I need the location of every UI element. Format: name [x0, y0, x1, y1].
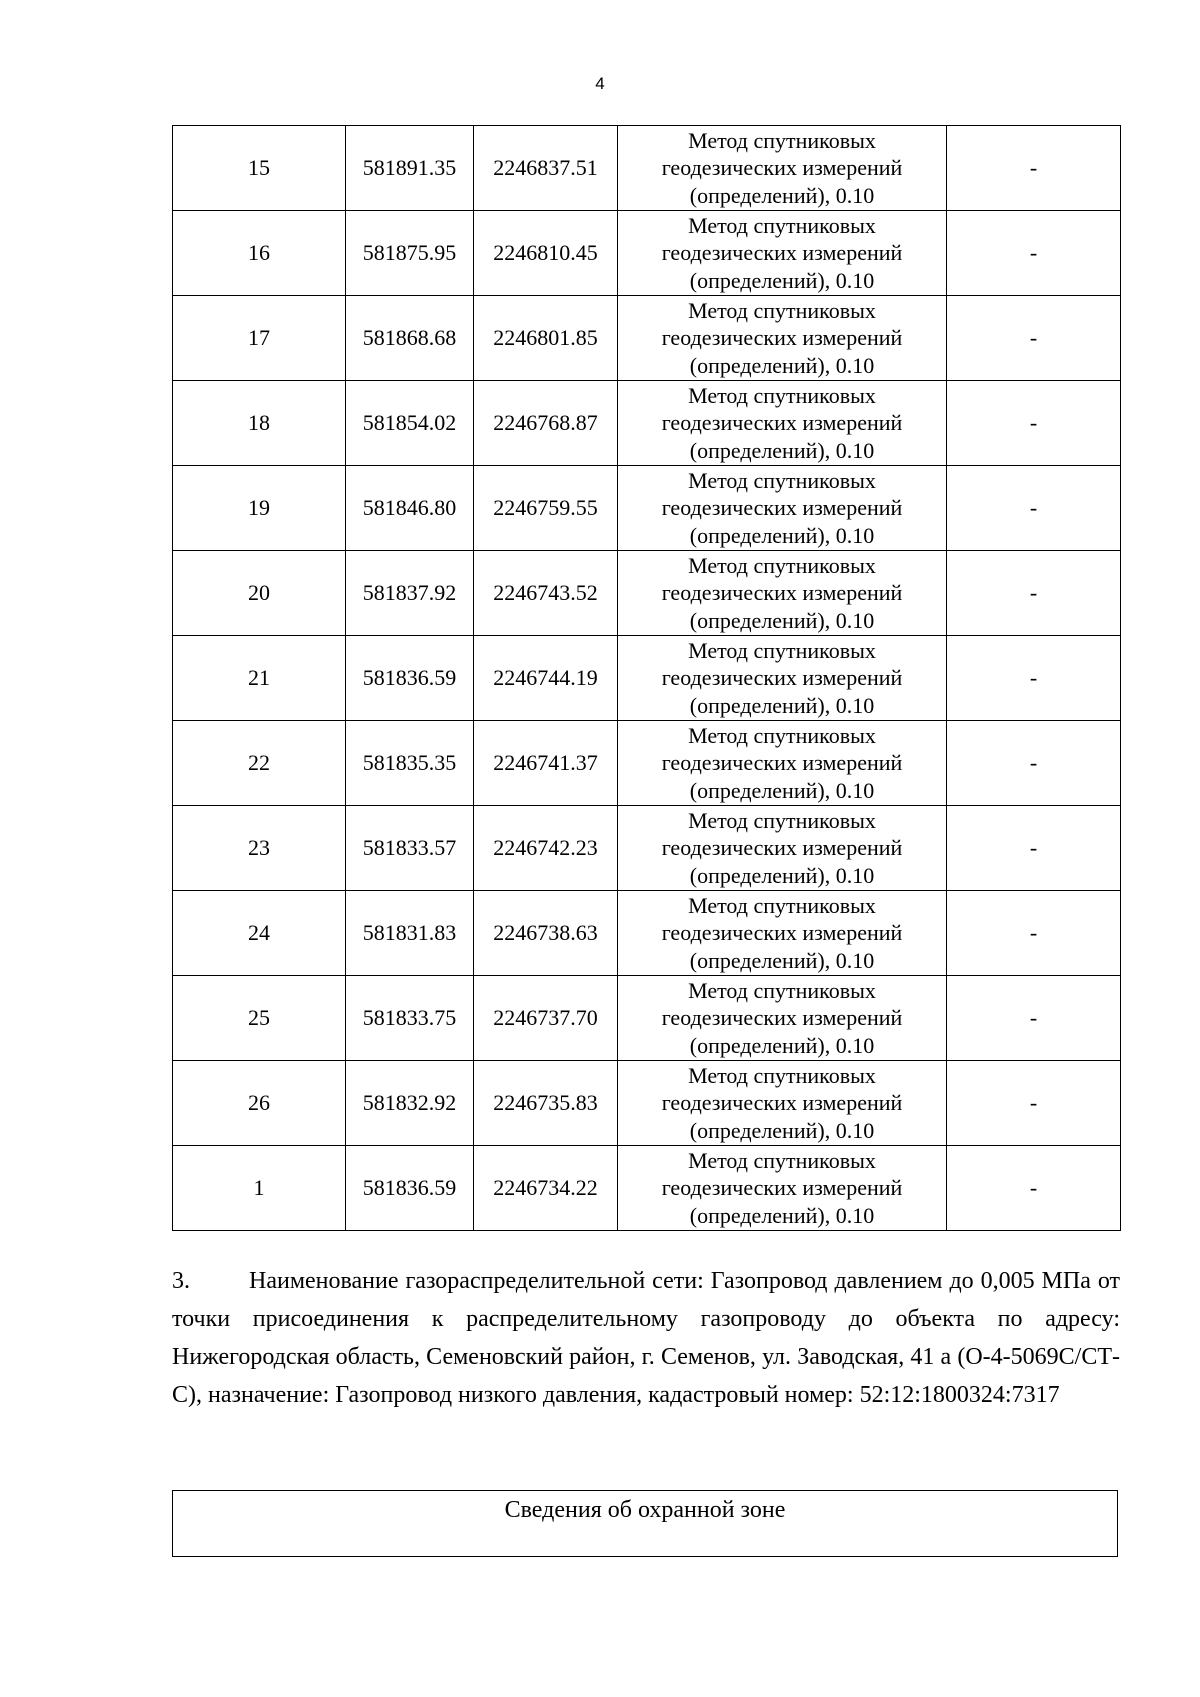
point-cell: 22	[173, 721, 346, 806]
note-cell: -	[947, 636, 1121, 721]
point-cell: 25	[173, 976, 346, 1061]
section-3-paragraph	[172, 1262, 1120, 1414]
y-coordinate-cell: 2246810.45	[474, 211, 618, 296]
x-coordinate-cell: 581891.35	[346, 126, 474, 211]
method-line: (определений), 0.10	[689, 947, 875, 973]
y-coordinate-cell: 2246741.37	[474, 721, 618, 806]
method-line: геодезических измерений	[661, 410, 903, 436]
method-line: (определений), 0.10	[689, 352, 875, 378]
method-line: Метод спутниковых	[688, 127, 876, 153]
y-coordinate-cell: 2246743.52	[474, 551, 618, 636]
method-line: Метод спутниковых	[688, 977, 876, 1003]
table-row	[173, 1146, 1121, 1231]
method-cell	[618, 721, 947, 806]
y-coordinate-cell: 2246742.23	[474, 806, 618, 891]
method-line: Метод спутниковых	[688, 637, 876, 663]
table-row	[173, 211, 1121, 296]
section-3-text: Наименование газораспределительной сети: Газопровод давлением до 0,005 МПа от точки присоединения к распределительному газопроводу до объекта по адресу: Нижегородская область, Семеновский район, г. Семенов, ул. Заводская, 41 а (О-4-5069С/СТ-С), назначение: Газопровод низкого давления, кадастровый номер: 52:12:1800324:7317	[172, 1268, 1120, 1408]
coordinates-table	[172, 125, 1121, 1231]
point-cell: 21	[173, 636, 346, 721]
point-cell: 26	[173, 1061, 346, 1146]
note-cell: -	[947, 1061, 1121, 1146]
table-row	[173, 806, 1121, 891]
method-line: (определений), 0.10	[689, 1032, 875, 1058]
point-cell: 16	[173, 211, 346, 296]
note-cell: -	[947, 1146, 1121, 1231]
table-row	[173, 721, 1121, 806]
method-cell	[618, 466, 947, 551]
y-coordinate-cell: 2246837.51	[474, 126, 618, 211]
page-number: 4	[595, 74, 605, 93]
y-coordinate-cell: 2246735.83	[474, 1061, 618, 1146]
method-cell	[618, 806, 947, 891]
method-line: (определений), 0.10	[689, 267, 875, 293]
x-coordinate-cell: 581836.59	[346, 636, 474, 721]
method-line: (определений), 0.10	[689, 182, 875, 208]
note-cell: -	[947, 381, 1121, 466]
x-coordinate-cell: 581836.59	[346, 1146, 474, 1231]
y-coordinate-cell: 2246738.63	[474, 891, 618, 976]
method-line: (определений), 0.10	[689, 1117, 875, 1143]
note-cell: -	[947, 721, 1121, 806]
x-coordinate-cell: 581832.92	[346, 1061, 474, 1146]
method-line: геодезических измерений	[661, 325, 903, 351]
method-line: геодезических измерений	[661, 495, 903, 521]
method-line: Метод спутниковых	[688, 722, 876, 748]
point-cell: 23	[173, 806, 346, 891]
method-line: (определений), 0.10	[689, 862, 875, 888]
note-cell: -	[947, 976, 1121, 1061]
note-cell: -	[947, 466, 1121, 551]
point-cell: 17	[173, 296, 346, 381]
table-row	[173, 636, 1121, 721]
section-3-number: 3.	[172, 1268, 190, 1294]
y-coordinate-cell: 2246734.22	[474, 1146, 618, 1231]
protection-zone-table	[172, 1490, 1118, 1557]
method-cell	[618, 211, 947, 296]
method-line: Метод спутниковых	[688, 382, 876, 408]
method-cell	[618, 296, 947, 381]
note-cell: -	[947, 891, 1121, 976]
method-line: (определений), 0.10	[689, 777, 875, 803]
note-cell: -	[947, 551, 1121, 636]
x-coordinate-cell: 581835.35	[346, 721, 474, 806]
method-line: геодезических измерений	[661, 835, 903, 861]
method-line: (определений), 0.10	[689, 692, 875, 718]
y-coordinate-cell: 2246737.70	[474, 976, 618, 1061]
method-line: геодезических измерений	[661, 1175, 903, 1201]
table-row	[173, 1061, 1121, 1146]
y-coordinate-cell: 2246744.19	[474, 636, 618, 721]
method-cell	[618, 551, 947, 636]
method-line: (определений), 0.10	[689, 437, 875, 463]
x-coordinate-cell: 581854.02	[346, 381, 474, 466]
table-row	[173, 551, 1121, 636]
point-cell: 15	[173, 126, 346, 211]
method-line: Метод спутниковых	[688, 297, 876, 323]
note-cell: -	[947, 211, 1121, 296]
method-cell	[618, 1146, 947, 1231]
x-coordinate-cell: 581875.95	[346, 211, 474, 296]
note-cell: -	[947, 126, 1121, 211]
method-line: Метод спутниковых	[688, 892, 876, 918]
method-line: геодезических измерений	[661, 1005, 903, 1031]
x-coordinate-cell: 581833.57	[346, 806, 474, 891]
x-coordinate-cell: 581833.75	[346, 976, 474, 1061]
table-row	[173, 296, 1121, 381]
table-row	[173, 126, 1121, 211]
table-row	[173, 381, 1121, 466]
y-coordinate-cell: 2246768.87	[474, 381, 618, 466]
method-cell	[618, 636, 947, 721]
method-line: геодезических измерений	[661, 750, 903, 776]
note-cell: -	[947, 296, 1121, 381]
method-cell	[618, 976, 947, 1061]
method-line: геодезических измерений	[661, 240, 903, 266]
table-row	[173, 976, 1121, 1061]
table-row	[173, 466, 1121, 551]
point-cell: 1	[173, 1146, 346, 1231]
protection-zone-header: Сведения об охранной зоне	[504, 1497, 786, 1523]
y-coordinate-cell: 2246759.55	[474, 466, 618, 551]
method-line: Метод спутниковых	[688, 552, 876, 578]
x-coordinate-cell: 581846.80	[346, 466, 474, 551]
method-cell	[618, 891, 947, 976]
note-cell: -	[947, 806, 1121, 891]
method-line: геодезических измерений	[661, 1090, 903, 1116]
point-cell: 24	[173, 891, 346, 976]
y-coordinate-cell: 2246801.85	[474, 296, 618, 381]
x-coordinate-cell: 581831.83	[346, 891, 474, 976]
method-line: (определений), 0.10	[689, 607, 875, 633]
method-line: геодезических измерений	[661, 580, 903, 606]
method-line: геодезических измерений	[661, 665, 903, 691]
method-line: геодезических измерений	[661, 920, 903, 946]
method-line: геодезических измерений	[661, 155, 903, 181]
method-line: Метод спутниковых	[688, 807, 876, 833]
point-cell: 20	[173, 551, 346, 636]
method-line: Метод спутниковых	[688, 1062, 876, 1088]
method-line: Метод спутниковых	[688, 212, 876, 238]
x-coordinate-cell: 581837.92	[346, 551, 474, 636]
method-cell	[618, 1061, 947, 1146]
point-cell: 18	[173, 381, 346, 466]
method-cell	[618, 126, 947, 211]
method-line: (определений), 0.10	[689, 1202, 875, 1228]
coordinates-table-body	[173, 126, 1121, 1231]
method-cell	[618, 381, 947, 466]
method-line: Метод спутниковых	[688, 467, 876, 493]
method-line: Метод спутниковых	[688, 1147, 876, 1173]
x-coordinate-cell: 581868.68	[346, 296, 474, 381]
table-row	[173, 891, 1121, 976]
method-line: (определений), 0.10	[689, 522, 875, 548]
point-cell: 19	[173, 466, 346, 551]
